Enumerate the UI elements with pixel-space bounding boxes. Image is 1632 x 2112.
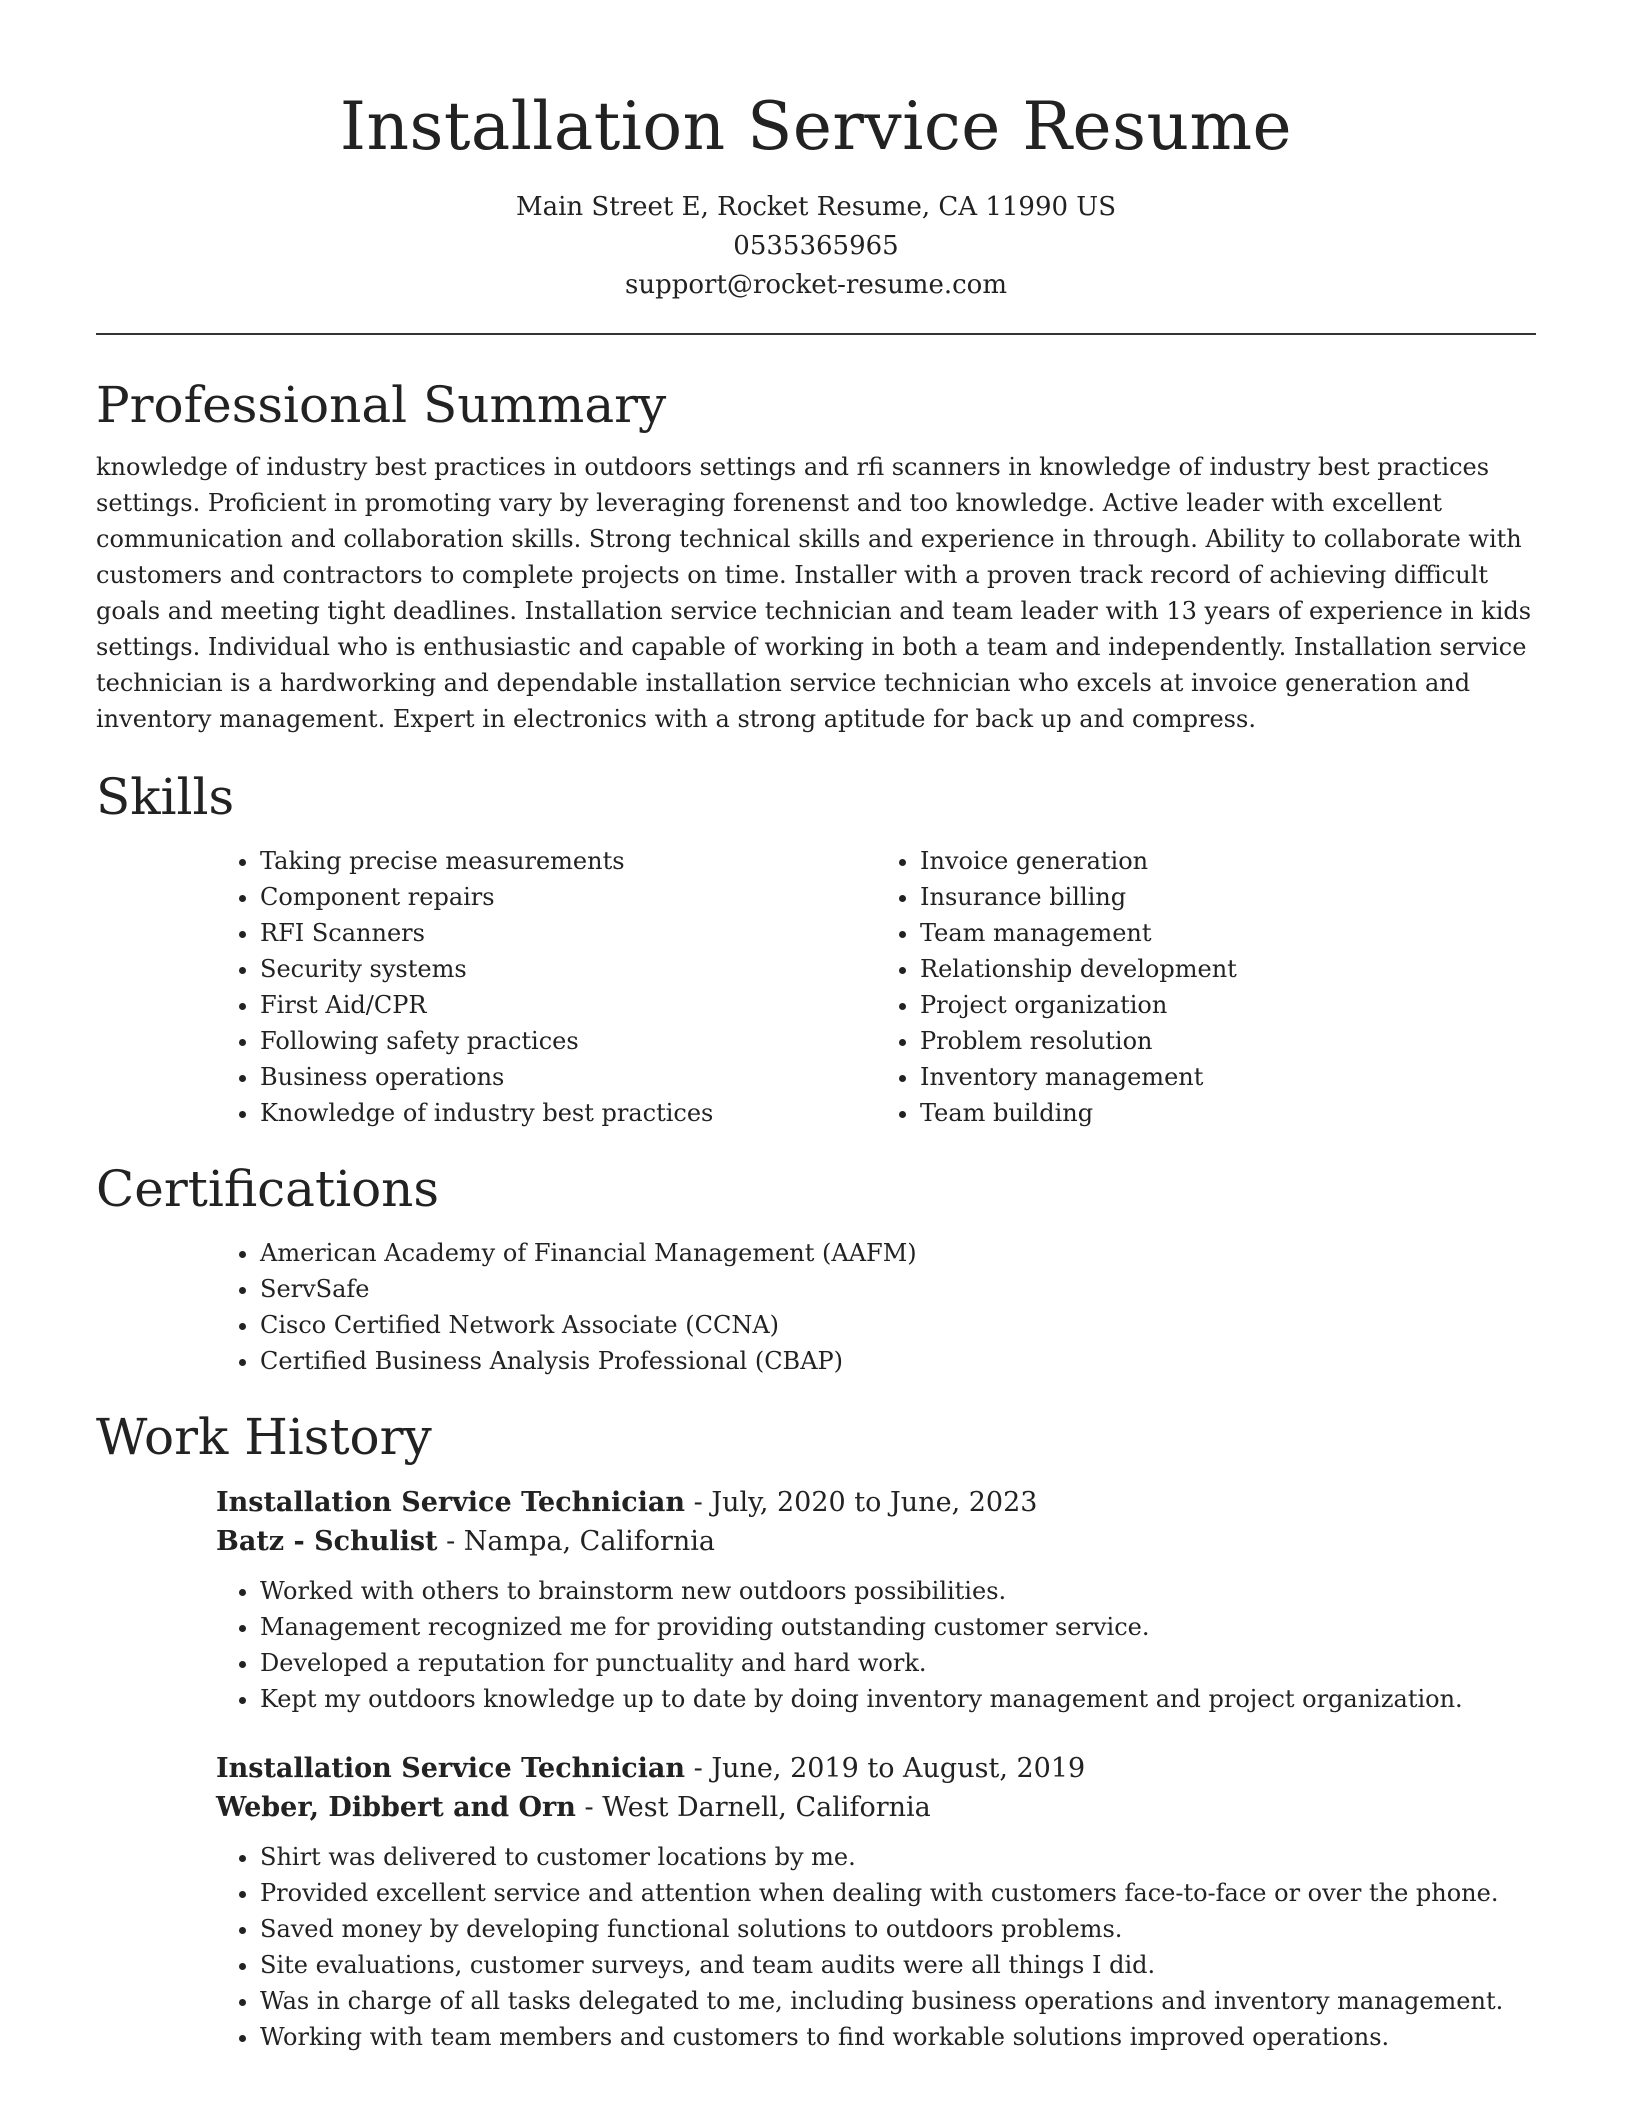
skill-item: • Knowledge of industry best practices (260, 1095, 876, 1131)
skill-item: • RFI Scanners (260, 915, 876, 951)
job-role: Installation Service Technician (216, 1753, 686, 1784)
skill-item: • Component repairs (260, 879, 876, 915)
job-location: - Nampa, California (437, 1526, 715, 1557)
job-bullet: • Management recognized me for providing outstanding customer service. (260, 1609, 1536, 1645)
job-bullet: • Worked with others to brainstorm new outdoors possibilities. (260, 1573, 1536, 1609)
summary-text: knowledge of industry best practices in outdoors settings and rfi scanners in knowledge of industry best practices settings. Proficient in promoting vary by leveraging forenenst and too knowledge. Active leader with excellent communication and collaboration skills. Strong technical skills and experience in through. Ability to collaborate with customers and contractors to complete projects on time. Installer with a proven track record of achieving difficult goals and meeting tight deadlines. Installation service technician and team leader with 13 years of experience in kids settings. Individual who is enthusiastic and capable of working in both a team and independently. Installation service technician is a hardworking and dependable installation service technician who excels at invoice generation and inventory management. Expert in electronics with a strong aptitude for back up and compress. (96, 453, 1532, 733)
job-company-line (216, 1788, 1536, 1827)
resume-title: Installation Service Resume (339, 88, 1293, 165)
job-title-line (216, 1749, 1536, 1788)
resume-page (96, 0, 1536, 2055)
certifications-list (216, 1235, 1536, 1379)
skill-item: • Team management (920, 915, 1536, 951)
skills-right-list (876, 843, 1536, 1131)
job-entry (216, 1483, 1536, 1717)
job-entry (216, 1749, 1536, 2055)
skill-item: • Business operations (260, 1059, 876, 1095)
work-history-heading: Work History (96, 1408, 432, 1466)
contact-email: support@rocket-resume.com (624, 270, 1007, 300)
job-dates: - July, 2020 to June, 2023 (685, 1487, 1038, 1518)
job-role: Installation Service Technician (216, 1487, 686, 1518)
job-company-line (216, 1522, 1536, 1561)
header-divider (96, 333, 1536, 335)
skill-item: • Relationship development (920, 951, 1536, 987)
job-bullets (216, 1839, 1536, 2055)
skill-item: • Security systems (260, 951, 876, 987)
certification-item: • Certified Business Analysis Professional (CBAP) (260, 1343, 1536, 1379)
summary-heading: Professional Summary (96, 376, 667, 434)
summary-section (96, 373, 1536, 737)
skill-item: • Inventory management (920, 1059, 1536, 1095)
job-bullet: • Kept my outdoors knowledge up to date by doing inventory management and project organization. (260, 1681, 1536, 1717)
skill-item: • Project organization (920, 987, 1536, 1023)
certification-item: • American Academy of Financial Management (AAFM) (260, 1235, 1536, 1271)
skill-item: • Insurance billing (920, 879, 1536, 915)
job-location: - West Darnell, California (575, 1792, 931, 1823)
skill-item: • Problem resolution (920, 1023, 1536, 1059)
job-bullet: • Developed a reputation for punctuality and hard work. (260, 1645, 1536, 1681)
job-bullet: • Provided excellent service and attention when dealing with customers face-to-face or over the phone. (260, 1875, 1536, 1911)
work-history-section (96, 1405, 1536, 2055)
contact-address: Main Street E, Rocket Resume, CA 11990 US (515, 192, 1117, 222)
job-company: Batz - Schulist (216, 1526, 438, 1557)
job-bullets (216, 1573, 1536, 1717)
job-title-line (216, 1483, 1536, 1522)
skill-item: • First Aid/CPR (260, 987, 876, 1023)
skills-columns (216, 843, 1536, 1131)
skill-item: • Following safety practices (260, 1023, 876, 1059)
certification-item: • Cisco Certified Network Associate (CCNA) (260, 1307, 1536, 1343)
job-bullet: • Shirt was delivered to customer locations by me. (260, 1839, 1536, 1875)
job-bullet: • Saved money by developing functional solutions to outdoors problems. (260, 1911, 1536, 1947)
job-company: Weber, Dibbert and Orn (216, 1792, 576, 1823)
job-dates: - June, 2019 to August, 2019 (685, 1753, 1086, 1784)
job-bullet: • Was in charge of all tasks delegated to me, including business operations and inventory management. (260, 1983, 1536, 2019)
certifications-section (96, 1157, 1536, 1379)
skills-heading: Skills (96, 768, 235, 826)
contact-block (96, 188, 1536, 305)
skills-left-list (216, 843, 876, 1131)
skill-item: • Taking precise measurements (260, 843, 876, 879)
skills-section (96, 765, 1536, 1131)
job-bullet: • Working with team members and customers to find workable solutions improved operations. (260, 2019, 1536, 2055)
contact-phone: 0535365965 (733, 231, 899, 261)
certifications-heading: Certifications (96, 1160, 440, 1218)
job-bullet: • Site evaluations, customer surveys, and team audits were all things I did. (260, 1947, 1536, 1983)
skill-item: • Team building (920, 1095, 1536, 1131)
resume-header (96, 0, 1536, 305)
skill-item: • Invoice generation (920, 843, 1536, 879)
certification-item: • ServSafe (260, 1271, 1536, 1307)
